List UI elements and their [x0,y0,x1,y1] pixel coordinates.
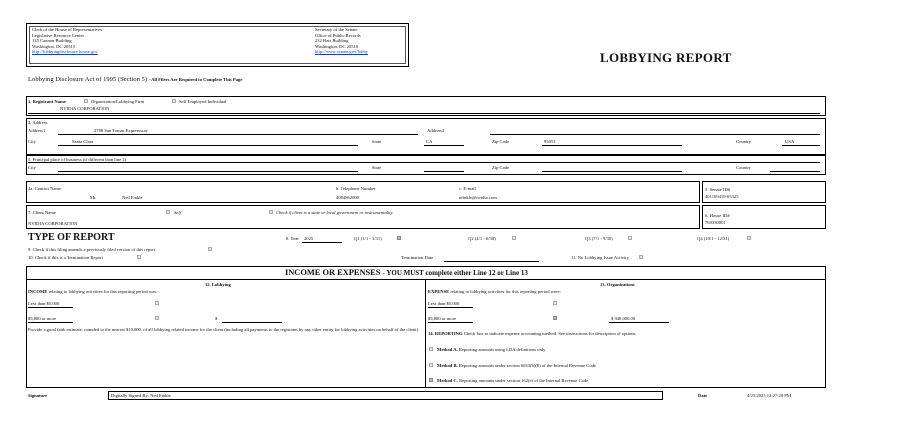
method-c-bold: Method C. [437,378,458,383]
method-b-text: Reporting amounts under section 6033(b)(8) of the Internal Revenue Code [458,363,596,368]
principal-city-label: City [28,165,36,170]
termination-date-label: Termination Date [401,255,434,260]
act-line [28,76,242,83]
method-b-checkbox[interactable] [429,363,433,367]
client-label: 7. Client Name [28,210,56,215]
year-label: 8. Year [286,236,299,241]
client-name: NVIDIA CORPORATION [28,221,78,226]
registrant-row [28,99,66,105]
method-b-bold: Method B. [437,363,458,368]
house-id-value: 769330001 [705,220,726,225]
registrant-name: NVIDIA CORPORATION [60,106,110,111]
state-label: State [372,139,382,144]
amend-label: 9. Check if this filing amends a previously filed version of this report [28,247,156,252]
senate-id-value: 401109419-65325 [705,194,739,199]
or-more-13-checkbox[interactable] [553,316,557,320]
q1-label: Q1 (1/1 - 3/31) [354,236,382,241]
principal-country-label: Country [736,165,752,170]
self-employed-checkbox[interactable] [172,99,176,103]
email-value: nfinkle@nvidia.com [459,195,497,200]
income-text: relating to lobbying activities for this reporting period was: [48,289,158,294]
address-section [26,118,826,155]
act-note: - All Filers Are Required to Complete This Page [148,77,243,82]
year-value: 2025 [304,236,314,241]
method-a-bold: Method A. [437,347,458,352]
expense-bold: EXPENSE [428,289,450,294]
reporting-bold: 14. REPORTING [428,331,463,336]
report-title: LOBBYING REPORT [600,50,732,65]
income-bold: INCOME [28,289,48,294]
phone-value: 4084862000 [336,195,359,200]
termination-label: 10. Check if this is a Termination Report [28,255,103,260]
clerk-line: Washington, DC 20515 [32,43,76,49]
clerk-line: Clerk of the House of Representatives [32,27,103,32]
estimate-note: Provide a good faith estimate, rounded to the nearest $10,000, of all lobbying related income for the client (including all payments to the registrant by any other entity for lobbying activities on behalf of the client). [28,327,420,332]
q3-label: Q3 (7/1 - 9/30) [585,236,613,241]
less-than-12: Less than $5,000 [28,301,60,306]
reporting-row [428,331,636,337]
income-expenses-subtitle: - YOU MUST complete either Line 12 or Line 13 [382,269,528,277]
address-section-label: 2. Address [28,120,48,125]
act-title: Lobbying Disclosure Act of 1995 (Section 5) [28,76,148,83]
principal-state-label: State [372,165,382,170]
state-value: CA [426,139,433,144]
address1-value: 2788 San Tomas Expressway [94,128,148,133]
signature-label: Signature [28,393,48,398]
q4-checkbox[interactable] [747,236,751,240]
method-c-checkbox[interactable] [429,378,433,382]
secretary-address [315,27,368,55]
country-value: USA [785,139,795,144]
client-self-label: Self [174,210,181,215]
no-activity-checkbox[interactable] [639,255,643,259]
zip-label: Zip Code [492,139,510,144]
method-a-row [437,347,545,353]
signature-field[interactable] [108,391,663,400]
expense-row [428,289,561,295]
method-c-row [437,378,588,384]
city-value: Santa Clara [72,139,94,144]
phone-label: b. Telephone Number [336,186,376,191]
date-label: Date [698,393,708,398]
income-dollar: $ [215,316,218,321]
secretary-line: Washington, DC 20510 [315,43,359,49]
city-label: City [28,139,36,144]
registrant-label: 1. Registrant Name [28,99,66,104]
house-id-label: 6. House ID# [705,213,730,218]
income-expenses-header [285,268,528,277]
column-divider [425,279,426,387]
principal-zip-label: Zip Code [492,165,510,170]
q2-checkbox[interactable] [512,236,516,240]
expense-amount: $ 940,000.00 [611,316,636,321]
q1-checkbox[interactable] [397,236,401,240]
zip-value: 95051 [544,139,556,144]
q3-checkbox[interactable] [628,236,632,240]
less-than-12-checkbox[interactable] [155,301,159,305]
state-gov-checkbox[interactable] [269,210,273,214]
line12-title: 12. Lobbying [205,282,231,287]
secretary-line: 232 Hart Building [315,38,349,44]
clerk-line: 135 Cannon Building [32,38,72,44]
state-gov-label: Check if client is a state or local government or instrumentality [276,210,393,215]
termination-checkbox[interactable] [137,255,141,259]
secretary-link[interactable]: http://www.senate.gov/lobby [315,49,369,55]
clerk-link[interactable]: http://lobbyingdisclosure.house.gov [32,49,98,55]
secretary-line: Secretary of the Senate [315,27,358,32]
method-b-row [437,363,596,369]
secretary-line: Office of Public Records [315,32,361,38]
date-value: 4/25/2025 12:27:20 PM [747,393,791,398]
address1-label: Address1 [28,128,46,133]
org-firm-checkbox[interactable] [84,99,88,103]
client-section [26,205,700,229]
or-more-13: $5,000 or more [428,316,457,321]
q4-label: Q4 (10/1 - 12/31) [697,236,730,241]
or-more-12-checkbox[interactable] [155,316,159,320]
income-row [28,289,157,295]
no-activity-label: 11. No Lobbying Issue Activity [571,255,629,260]
line13-title: 13. Organizations [600,282,635,287]
email-label: c. E-mail [459,186,476,191]
principal-section [26,155,826,175]
senate-id-label: 5. Senate ID# [705,187,731,192]
org-firm-label: Organization/Lobbying Firm [91,99,145,104]
method-c-text: Reporting amounts under section 162(e) of the Internal Revenue Code [459,378,589,383]
method-a-checkbox[interactable] [429,347,433,351]
less-than-13-checkbox[interactable] [553,301,557,305]
expense-text: relating to lobbying activities for this reporting period were: [450,289,561,294]
income-expenses-title: INCOME OR EXPENSES [285,268,381,277]
method-a-text: Reporting amounts using LDA definitions only [458,347,546,352]
or-more-12: $5,000 or more [28,316,57,321]
client-self-checkbox[interactable] [166,210,170,214]
reporting-text: Check box to indicate expense accounting method. See instructions for description of options. [463,331,637,336]
less-than-13: Less than $5,000 [428,301,460,306]
contact-name: Ned Finkle [122,195,143,200]
clerk-address [32,27,102,55]
type-of-report-title: TYPE OF REPORT [28,232,115,243]
principal-label: 3. Principal place of business (if different than line 2) [28,157,127,162]
address2-label: Address2 [427,128,445,133]
self-employed-label: Self Employed Individual [179,99,227,104]
amend-checkbox[interactable] [208,247,212,251]
q2-label: Q2 (4/1 - 6/30) [468,236,496,241]
clerk-line: Legislative Resource Center [32,32,85,38]
signature-value: Digitally Signed By: Ned Finkle [111,393,171,398]
country-label: Country [736,139,752,144]
contact-prefix: Mr. [90,195,97,200]
contact-label: 4a. Contact Name [28,186,62,191]
